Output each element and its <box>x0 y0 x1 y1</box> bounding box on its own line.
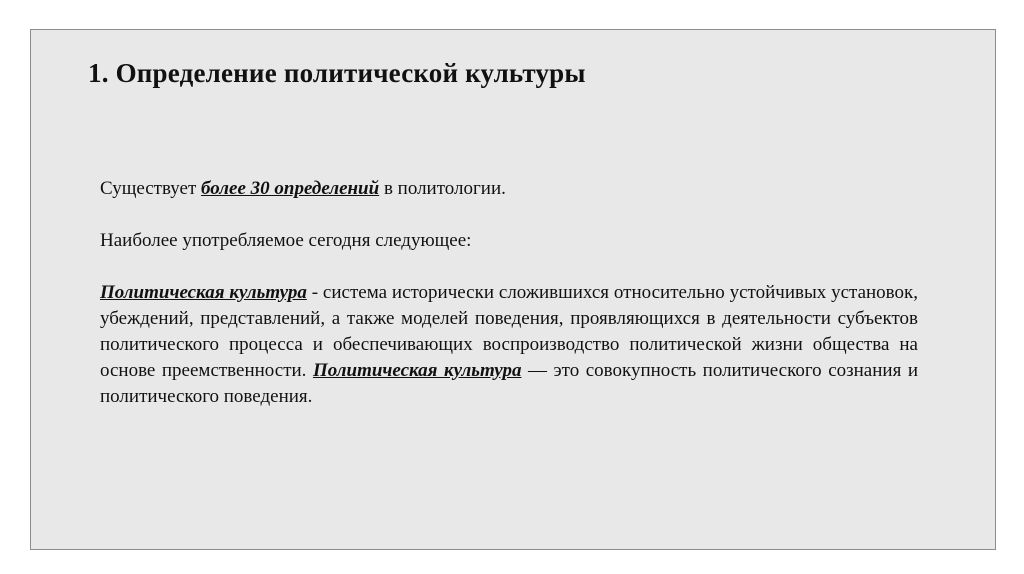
line1-after: в политологии. <box>379 178 506 199</box>
definition-text-2: — это совокупность политического сознания и политического поведения. <box>100 360 918 407</box>
spacer <box>100 254 918 280</box>
definition-paragraph <box>100 280 918 410</box>
intro-line: Наиболее употребляемое сегодня следующее: <box>100 230 472 251</box>
term-political-culture: Политическая культура <box>100 282 307 303</box>
definition-text-1: - система исторически сложившихся относительно устойчивых установок, убеждений, представлений, а также моделей поведения, проявляющихся в деятельности субъектов политического процесса и обеспечивающих воспроизводство политической жизни общества на основе преемственности. <box>100 282 918 381</box>
slide-title: 1. Определение политической культуры <box>88 58 586 88</box>
line1-before: Существует <box>100 178 202 199</box>
term-political-culture-2: Политическая культура <box>312 360 522 381</box>
definitions-count-line <box>100 176 918 202</box>
spacer <box>100 202 918 228</box>
definitions-count-emphasis: более 30 определений <box>201 178 380 199</box>
slide <box>30 29 996 550</box>
slide-body <box>100 176 918 410</box>
